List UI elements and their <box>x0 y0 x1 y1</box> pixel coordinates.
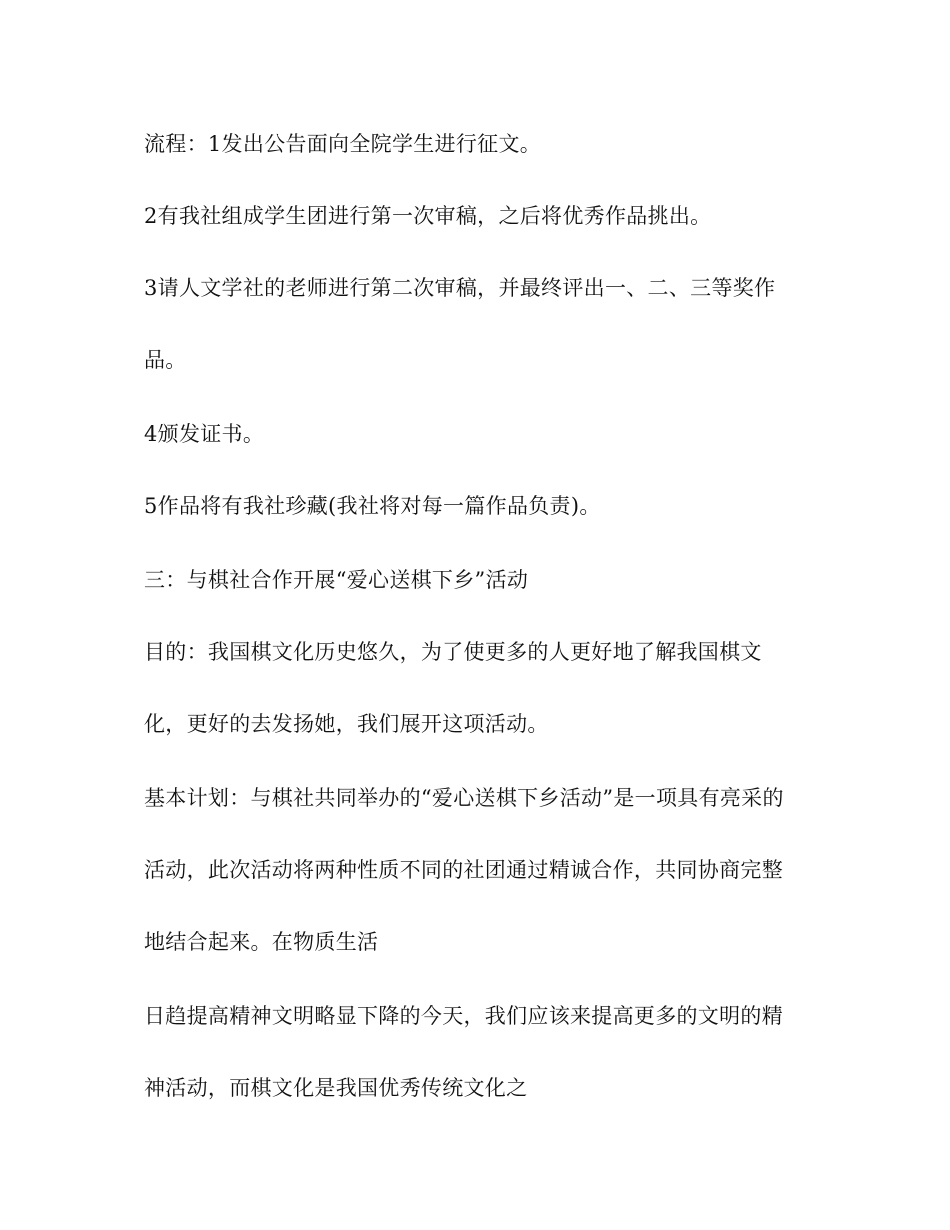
process-line-5: 5作品将有我社珍藏(我社将对每一篇作品负责)。 <box>144 494 601 518</box>
plan-paragraph-line: 基本计划：与棋社共同举办的“爱心送棋下乡活动”是一项具有亮采的 <box>144 786 784 810</box>
process-line-1: 流程：1发出公告面向全院学生进行征文。 <box>144 132 542 156</box>
plan-paragraph-line: 神活动，而棋文化是我国优秀传统文化之 <box>144 1076 528 1100</box>
plan-paragraph-line: 活动，此次活动将两种性质不同的社团通过精诚合作，共同协商完整 <box>144 858 783 882</box>
process-line-4: 4颁发证书。 <box>144 422 265 446</box>
plan-paragraph-line: 日趋提高精神文明略显下降的今天，我们应该来提高更多的文明的精 <box>144 1004 783 1028</box>
plan-paragraph-line: 地结合起来。在物质生活 <box>144 930 379 954</box>
section-heading: 三：与棋社合作开展“爱心送棋下乡”活动 <box>144 568 529 592</box>
process-line-3-continued: 品。 <box>144 348 187 372</box>
purpose-paragraph-line: 化，更好的去发扬她，我们展开这项活动。 <box>144 712 549 736</box>
purpose-paragraph-line: 目的：我国棋文化历史悠久，为了使更多的人更好地了解我国棋文 <box>144 640 762 664</box>
process-line-2: 2有我社组成学生团进行第一次审稿，之后将优秀作品挑出。 <box>144 204 712 228</box>
process-line-3: 3请人文学社的老师进行第二次审稿，并最终评出一、二、三等奖作 <box>144 276 776 300</box>
